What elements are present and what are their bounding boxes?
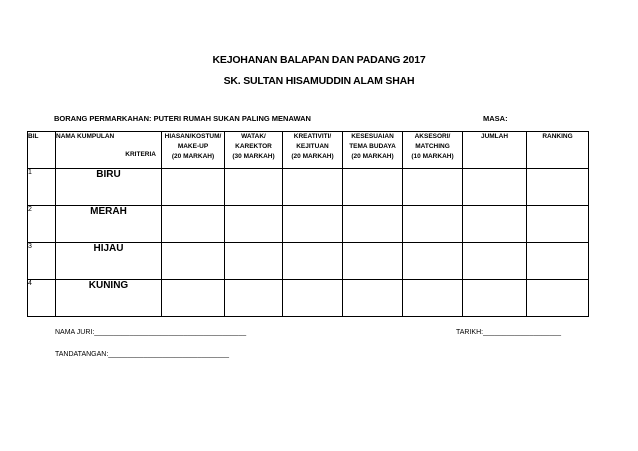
score-cell[interactable] [283,169,343,206]
header-aksesori-l1: AKSESORI/ [414,133,451,140]
score-cell[interactable] [225,280,283,317]
total-cell[interactable] [463,280,527,317]
header-kreativiti-l1: KREATIVITI/ [293,133,332,140]
table-row [28,169,589,206]
score-cell[interactable] [225,169,283,206]
ranking-cell[interactable] [527,206,589,243]
school-name: SK. SULTAN HISAMUDDIN ALAM SHAH [223,75,415,87]
header-hiasan [162,132,225,169]
header-aksesori-l2: MATCHING [415,143,450,150]
ranking-cell[interactable] [527,169,589,206]
header-kesesuaian-l1: KESESUAIAN [351,133,394,140]
header-kriteria: KRITERIA [125,151,156,158]
header-kreativiti-l2: KEJITUAN [296,143,329,150]
score-cell[interactable] [162,169,225,206]
team-name: HIJAU [56,243,162,280]
table-row [28,280,589,317]
header-watak-l2: KAREKTOR [235,143,272,150]
header-kesesuaian [343,132,403,169]
ranking-cell[interactable] [527,243,589,280]
team-name: BIRU [56,169,162,206]
form-label: BORANG PERMARKAHAN: PUTERI RUMAH SUKAN PALING MENAWAN [54,114,311,123]
judge-name-field[interactable]: NAMA JURI:_______________________________________ [55,329,247,336]
masa-label: MASA: [483,114,508,123]
header-nama [56,132,162,169]
score-cell[interactable] [343,280,403,317]
row-number: 2 [28,206,56,243]
header-kesesuaian-l3: (20 MARKAH) [351,153,394,160]
header-row [28,132,589,169]
score-cell[interactable] [283,280,343,317]
document-title: KEJOHANAN BALAPAN DAN PADANG 2017 [212,54,426,66]
score-cell[interactable] [343,169,403,206]
score-cell[interactable] [283,243,343,280]
score-cell[interactable] [162,280,225,317]
score-table [27,131,589,317]
header-watak-l1: WATAK/ [241,133,266,140]
header-nama-label: NAMA KUMPULAN [56,133,115,140]
ranking-cell[interactable] [527,280,589,317]
row-number: 4 [28,280,56,317]
row-number: 1 [28,169,56,206]
row-number: 3 [28,243,56,280]
score-cell[interactable] [403,206,463,243]
header-hiasan-l1: HIASAN/KOSTUM/ [164,133,222,140]
score-cell[interactable] [162,243,225,280]
team-name: MERAH [56,206,162,243]
header-ranking: RANKING [527,132,589,169]
header-hiasan-l3: (20 MARKAH) [171,153,215,160]
header-kreativiti-l3: (20 MARKAH) [291,153,334,160]
header-aksesori [403,132,463,169]
header-jumlah: JUMLAH [463,132,527,169]
total-cell[interactable] [463,243,527,280]
score-cell[interactable] [343,206,403,243]
total-cell[interactable] [463,206,527,243]
header-bil: BIL [28,132,56,169]
date-field[interactable]: TARIKH:____________________ [456,329,561,336]
score-cell[interactable] [225,206,283,243]
team-name: KUNING [56,280,162,317]
table-row [28,243,589,280]
score-cell[interactable] [162,206,225,243]
score-cell[interactable] [403,280,463,317]
score-cell[interactable] [283,206,343,243]
table-row [28,206,589,243]
header-hiasan-l2: MAKE-UP [177,143,209,150]
score-cell[interactable] [225,243,283,280]
header-watak [225,132,283,169]
header-kesesuaian-l2: TEMA BUDAYA [349,143,396,150]
header-watak-l3: (30 MARKAH) [232,153,275,160]
score-cell[interactable] [403,243,463,280]
total-cell[interactable] [463,169,527,206]
header-kreativiti [283,132,343,169]
score-cell[interactable] [343,243,403,280]
header-aksesori-l3: (10 MARKAH) [411,153,454,160]
signature-field[interactable]: TANDATANGAN:_______________________________ [55,351,229,358]
score-cell[interactable] [403,169,463,206]
